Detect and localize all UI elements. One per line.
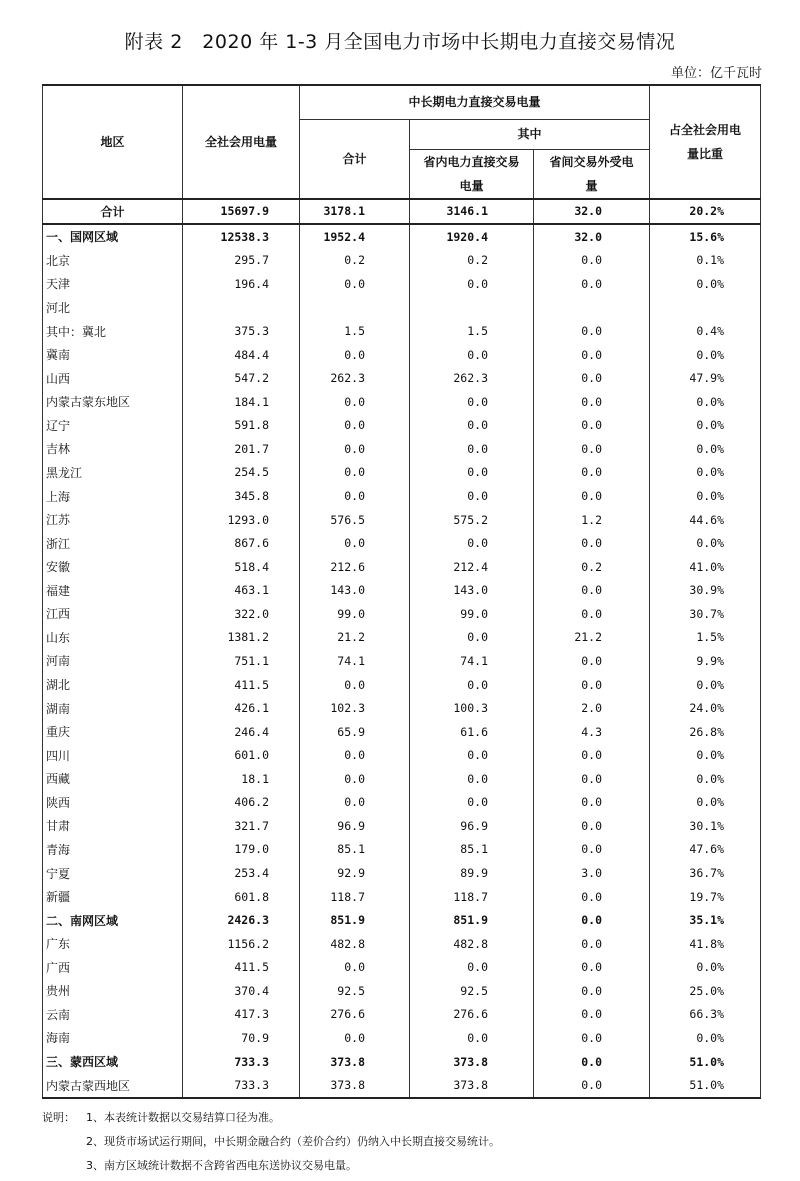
inter-cell: 4.3	[534, 720, 650, 744]
subtotal-cell: 373.8	[300, 1073, 410, 1098]
inter-cell: 2.0	[534, 696, 650, 720]
intra-cell: 61.6	[410, 720, 534, 744]
intra-cell: 0.0	[410, 414, 534, 438]
ratio-cell: 66.3%	[650, 1003, 761, 1027]
ratio-cell: 0.0%	[650, 791, 761, 815]
header-region: 地区	[43, 85, 183, 199]
inter-cell: 0.0	[534, 1050, 650, 1074]
total-use-cell: 1293.0	[183, 508, 300, 532]
ratio-cell: 0.0%	[650, 437, 761, 461]
header-ratio-text: 占全社会用电量比重	[669, 122, 742, 161]
ratio-cell: 35.1%	[650, 908, 761, 932]
region-cell: 河南	[43, 649, 183, 673]
table-row	[43, 1073, 761, 1098]
total-use-cell: 601.8	[183, 885, 300, 909]
header-ratio	[650, 85, 761, 199]
table-row	[43, 1050, 761, 1074]
ratio-cell: 0.0%	[650, 343, 761, 367]
ratio-cell: 20.2%	[650, 199, 761, 225]
ratio-cell: 0.0%	[650, 531, 761, 555]
subtotal-cell: 85.1	[300, 838, 410, 862]
intra-cell: 92.5	[410, 979, 534, 1003]
intra-cell: 0.0	[410, 767, 534, 791]
region-cell: 冀南	[43, 343, 183, 367]
ratio-cell: 0.0%	[650, 767, 761, 791]
subtotal-cell: 118.7	[300, 885, 410, 909]
region-cell: 山东	[43, 626, 183, 650]
subtotal-cell: 262.3	[300, 366, 410, 390]
intra-cell: 1.5	[410, 319, 534, 343]
table-row	[43, 414, 761, 438]
region-cell: 天津	[43, 272, 183, 296]
ratio-cell: 47.6%	[650, 838, 761, 862]
data-table	[42, 84, 761, 1099]
table-row	[43, 249, 761, 273]
ratio-cell: 41.8%	[650, 932, 761, 956]
ratio-cell: 0.0%	[650, 743, 761, 767]
table-row	[43, 343, 761, 367]
subtotal-cell: 0.0	[300, 531, 410, 555]
region-cell: 福建	[43, 579, 183, 603]
total-use-cell: 70.9	[183, 1026, 300, 1050]
ratio-cell	[650, 296, 761, 320]
header-mid-long: 中长期电力直接交易电量	[300, 85, 650, 119]
table-row	[43, 366, 761, 390]
region-cell: 湖北	[43, 673, 183, 697]
table-row	[43, 908, 761, 932]
intra-cell: 851.9	[410, 908, 534, 932]
total-use-cell: 2426.3	[183, 908, 300, 932]
table-row	[43, 602, 761, 626]
ratio-cell: 0.1%	[650, 249, 761, 273]
subtotal-cell: 0.0	[300, 791, 410, 815]
note-item: 1、本表统计数据以交易结算口径为准。	[86, 1111, 280, 1124]
inter-cell: 32.0	[534, 224, 650, 249]
header-inter	[534, 149, 650, 199]
ratio-cell: 0.0%	[650, 956, 761, 980]
subtotal-cell: 576.5	[300, 508, 410, 532]
total-use-cell: 411.5	[183, 956, 300, 980]
total-use-cell: 417.3	[183, 1003, 300, 1027]
subtotal-cell: 0.0	[300, 743, 410, 767]
page-title: 附表 2 2020 年 1-3 月全国电力市场中长期电力直接交易情况	[124, 31, 676, 53]
header-total-use: 全社会用电量	[183, 85, 300, 199]
intra-cell: 0.0	[410, 461, 534, 485]
subtotal-cell: 102.3	[300, 696, 410, 720]
ratio-cell: 24.0%	[650, 696, 761, 720]
inter-cell	[534, 296, 650, 320]
region-cell: 江苏	[43, 508, 183, 532]
inter-cell: 0.0	[534, 743, 650, 767]
subtotal-cell: 0.0	[300, 956, 410, 980]
intra-cell: 575.2	[410, 508, 534, 532]
inter-cell: 0.0	[534, 531, 650, 555]
note-row	[42, 1106, 500, 1130]
inter-cell: 0.0	[534, 414, 650, 438]
total-use-cell: 867.6	[183, 531, 300, 555]
table-row	[43, 272, 761, 296]
inter-cell: 0.0	[534, 932, 650, 956]
total-use-cell: 591.8	[183, 414, 300, 438]
intra-cell: 96.9	[410, 814, 534, 838]
region-cell: 安徽	[43, 555, 183, 579]
ratio-cell: 9.9%	[650, 649, 761, 673]
table-row	[43, 932, 761, 956]
region-cell: 西藏	[43, 767, 183, 791]
notes-label: 说明：	[42, 1111, 75, 1124]
total-use-cell: 426.1	[183, 696, 300, 720]
intra-cell: 100.3	[410, 696, 534, 720]
region-cell: 甘肃	[43, 814, 183, 838]
intra-cell: 0.0	[410, 1026, 534, 1050]
total-use-cell: 1156.2	[183, 932, 300, 956]
subtotal-cell: 0.0	[300, 390, 410, 414]
subtotal-cell: 99.0	[300, 602, 410, 626]
ratio-cell: 0.4%	[650, 319, 761, 343]
table-row	[43, 508, 761, 532]
total-use-cell: 463.1	[183, 579, 300, 603]
header-intra	[410, 149, 534, 199]
table-row	[43, 885, 761, 909]
region-cell: 黑龙江	[43, 461, 183, 485]
ratio-cell: 0.0%	[650, 414, 761, 438]
intra-cell	[410, 296, 534, 320]
inter-cell: 0.0	[534, 1073, 650, 1098]
region-cell: 海南	[43, 1026, 183, 1050]
ratio-cell: 1.5%	[650, 626, 761, 650]
inter-cell: 0.0	[534, 579, 650, 603]
inter-cell: 0.0	[534, 673, 650, 697]
inter-cell: 0.0	[534, 908, 650, 932]
intra-cell: 0.0	[410, 484, 534, 508]
ratio-cell: 26.8%	[650, 720, 761, 744]
total-use-cell: 733.3	[183, 1050, 300, 1074]
inter-cell: 0.2	[534, 555, 650, 579]
unit-label: 单位：亿千瓦时	[670, 66, 762, 81]
region-cell: 三、蒙西区域	[43, 1050, 183, 1074]
total-use-cell: 411.5	[183, 673, 300, 697]
table-row	[43, 838, 761, 862]
subtotal-cell: 0.0	[300, 1026, 410, 1050]
total-use-cell: 246.4	[183, 720, 300, 744]
inter-cell: 0.0	[534, 249, 650, 273]
region-cell: 上海	[43, 484, 183, 508]
inter-cell: 0.0	[534, 319, 650, 343]
note-item: 2、现货市场试运行期间，中长期金融合约（差价合约）仍纳入中长期直接交易统计。	[86, 1135, 500, 1148]
notes	[42, 1106, 500, 1178]
inter-cell: 0.0	[534, 767, 650, 791]
region-cell: 青海	[43, 838, 183, 862]
region-cell: 广东	[43, 932, 183, 956]
total-use-cell	[183, 296, 300, 320]
intra-cell: 373.8	[410, 1050, 534, 1074]
total-use-cell: 254.5	[183, 461, 300, 485]
subtotal-cell: 0.0	[300, 461, 410, 485]
inter-cell: 0.0	[534, 343, 650, 367]
region-cell: 山西	[43, 366, 183, 390]
subtotal-cell: 143.0	[300, 579, 410, 603]
intra-cell: 118.7	[410, 885, 534, 909]
subtotal-cell: 212.6	[300, 555, 410, 579]
table-row	[43, 861, 761, 885]
region-cell: 四川	[43, 743, 183, 767]
total-use-cell: 295.7	[183, 249, 300, 273]
subtotal-cell: 0.2	[300, 249, 410, 273]
subtotal-cell: 65.9	[300, 720, 410, 744]
inter-cell: 0.0	[534, 484, 650, 508]
ratio-cell: 44.6%	[650, 508, 761, 532]
inter-cell: 0.0	[534, 956, 650, 980]
region-cell: 新疆	[43, 885, 183, 909]
table-row	[43, 437, 761, 461]
region-cell: 重庆	[43, 720, 183, 744]
table-row	[43, 649, 761, 673]
ratio-cell: 30.1%	[650, 814, 761, 838]
table-row	[43, 673, 761, 697]
region-cell: 云南	[43, 1003, 183, 1027]
intra-cell: 373.8	[410, 1073, 534, 1098]
table-body	[43, 199, 761, 1098]
total-use-cell: 196.4	[183, 272, 300, 296]
ratio-cell: 0.0%	[650, 272, 761, 296]
inter-cell: 0.0	[534, 1003, 650, 1027]
ratio-cell: 30.7%	[650, 602, 761, 626]
total-use-cell: 201.7	[183, 437, 300, 461]
intra-cell: 85.1	[410, 838, 534, 862]
intra-cell: 0.0	[410, 437, 534, 461]
intra-cell: 0.0	[410, 791, 534, 815]
table-row	[43, 626, 761, 650]
inter-cell: 3.0	[534, 861, 650, 885]
header-of-which: 其中	[410, 119, 650, 149]
region-cell: 一、国网区域	[43, 224, 183, 249]
subtotal-cell: 92.5	[300, 979, 410, 1003]
total-use-cell: 321.7	[183, 814, 300, 838]
inter-cell: 32.0	[534, 199, 650, 225]
total-use-cell: 12538.3	[183, 224, 300, 249]
total-use-cell: 345.8	[183, 484, 300, 508]
table-row	[43, 484, 761, 508]
total-use-cell: 370.4	[183, 979, 300, 1003]
table-row	[43, 720, 761, 744]
total-use-cell: 751.1	[183, 649, 300, 673]
table-row	[43, 979, 761, 1003]
table-row	[43, 1003, 761, 1027]
inter-cell: 21.2	[534, 626, 650, 650]
subtotal-cell: 0.0	[300, 343, 410, 367]
table-row	[43, 199, 761, 225]
subtotal-cell: 1.5	[300, 319, 410, 343]
total-use-cell: 322.0	[183, 602, 300, 626]
inter-cell: 0.0	[534, 437, 650, 461]
total-use-cell: 375.3	[183, 319, 300, 343]
region-cell: 江西	[43, 602, 183, 626]
total-use-cell: 601.0	[183, 743, 300, 767]
ratio-cell: 41.0%	[650, 555, 761, 579]
ratio-cell: 19.7%	[650, 885, 761, 909]
ratio-cell: 36.7%	[650, 861, 761, 885]
ratio-cell: 15.6%	[650, 224, 761, 249]
table-row	[43, 814, 761, 838]
intra-cell: 0.2	[410, 249, 534, 273]
table-row	[43, 767, 761, 791]
region-cell: 合计	[43, 199, 183, 225]
inter-cell: 0.0	[534, 390, 650, 414]
ratio-cell: 0.0%	[650, 390, 761, 414]
total-use-cell: 179.0	[183, 838, 300, 862]
inter-cell: 0.0	[534, 1026, 650, 1050]
table-row	[43, 390, 761, 414]
table-row	[43, 531, 761, 555]
region-cell: 贵州	[43, 979, 183, 1003]
header-subtotal: 合计	[300, 119, 410, 199]
inter-cell: 1.2	[534, 508, 650, 532]
table-row	[43, 555, 761, 579]
region-cell: 吉林	[43, 437, 183, 461]
table-row	[43, 319, 761, 343]
subtotal-cell: 0.0	[300, 767, 410, 791]
ratio-cell: 51.0%	[650, 1073, 761, 1098]
intra-cell: 0.0	[410, 272, 534, 296]
inter-cell: 0.0	[534, 602, 650, 626]
subtotal-cell: 0.0	[300, 272, 410, 296]
ratio-cell: 0.0%	[650, 484, 761, 508]
intra-cell: 212.4	[410, 555, 534, 579]
subtotal-cell: 276.6	[300, 1003, 410, 1027]
total-use-cell: 518.4	[183, 555, 300, 579]
table-row	[43, 696, 761, 720]
region-cell: 陕西	[43, 791, 183, 815]
region-cell: 内蒙古蒙西地区	[43, 1073, 183, 1098]
intra-cell: 99.0	[410, 602, 534, 626]
intra-cell: 0.0	[410, 956, 534, 980]
table-row	[43, 743, 761, 767]
intra-cell: 0.0	[410, 673, 534, 697]
ratio-cell: 47.9%	[650, 366, 761, 390]
subtotal-cell: 0.0	[300, 414, 410, 438]
inter-cell: 0.0	[534, 272, 650, 296]
table-row	[43, 1026, 761, 1050]
header-intra-text: 省内电力直接交易电量	[423, 154, 520, 193]
inter-cell: 0.0	[534, 461, 650, 485]
subtotal-cell: 21.2	[300, 626, 410, 650]
total-use-cell: 406.2	[183, 791, 300, 815]
header-inter-text: 省间交易外受电量	[549, 154, 634, 193]
inter-cell: 0.0	[534, 814, 650, 838]
note-item: 3、南方区域统计数据不含跨省西电东送协议交易电量。	[86, 1159, 357, 1172]
ratio-cell: 0.0%	[650, 1026, 761, 1050]
subtotal-cell: 0.0	[300, 484, 410, 508]
ratio-cell: 25.0%	[650, 979, 761, 1003]
subtotal-cell: 373.8	[300, 1050, 410, 1074]
table-row	[43, 461, 761, 485]
subtotal-cell: 74.1	[300, 649, 410, 673]
subtotal-cell: 92.9	[300, 861, 410, 885]
region-cell: 湖南	[43, 696, 183, 720]
table-row	[43, 791, 761, 815]
subtotal-cell	[300, 296, 410, 320]
region-cell: 浙江	[43, 531, 183, 555]
intra-cell: 0.0	[410, 626, 534, 650]
subtotal-cell: 0.0	[300, 673, 410, 697]
intra-cell: 0.0	[410, 743, 534, 767]
inter-cell: 0.0	[534, 649, 650, 673]
table-row	[43, 296, 761, 320]
subtotal-cell: 482.8	[300, 932, 410, 956]
total-use-cell: 15697.9	[183, 199, 300, 225]
intra-cell: 0.0	[410, 531, 534, 555]
intra-cell: 143.0	[410, 579, 534, 603]
region-cell: 广西	[43, 956, 183, 980]
region-cell: 其中：冀北	[43, 319, 183, 343]
region-cell: 北京	[43, 249, 183, 273]
inter-cell: 0.0	[534, 885, 650, 909]
inter-cell: 0.0	[534, 791, 650, 815]
intra-cell: 262.3	[410, 366, 534, 390]
subtotal-cell: 1952.4	[300, 224, 410, 249]
total-use-cell: 253.4	[183, 861, 300, 885]
region-cell: 河北	[43, 296, 183, 320]
intra-cell: 3146.1	[410, 199, 534, 225]
subtotal-cell: 3178.1	[300, 199, 410, 225]
total-use-cell: 547.2	[183, 366, 300, 390]
inter-cell: 0.0	[534, 366, 650, 390]
total-use-cell: 18.1	[183, 767, 300, 791]
intra-cell: 1920.4	[410, 224, 534, 249]
total-use-cell: 733.3	[183, 1073, 300, 1098]
subtotal-cell: 96.9	[300, 814, 410, 838]
intra-cell: 89.9	[410, 861, 534, 885]
region-cell: 宁夏	[43, 861, 183, 885]
ratio-cell: 30.9%	[650, 579, 761, 603]
total-use-cell: 184.1	[183, 390, 300, 414]
table-row	[43, 579, 761, 603]
subtotal-cell: 0.0	[300, 437, 410, 461]
total-use-cell: 484.4	[183, 343, 300, 367]
intra-cell: 276.6	[410, 1003, 534, 1027]
table-row	[43, 224, 761, 249]
ratio-cell: 0.0%	[650, 461, 761, 485]
intra-cell: 482.8	[410, 932, 534, 956]
region-cell: 辽宁	[43, 414, 183, 438]
intra-cell: 74.1	[410, 649, 534, 673]
intra-cell: 0.0	[410, 343, 534, 367]
inter-cell: 0.0	[534, 979, 650, 1003]
region-cell: 内蒙古蒙东地区	[43, 390, 183, 414]
intra-cell: 0.0	[410, 390, 534, 414]
inter-cell: 0.0	[534, 838, 650, 862]
table-row	[43, 956, 761, 980]
total-use-cell: 1381.2	[183, 626, 300, 650]
ratio-cell: 0.0%	[650, 673, 761, 697]
subtotal-cell: 851.9	[300, 908, 410, 932]
ratio-cell: 51.0%	[650, 1050, 761, 1074]
region-cell: 二、南网区域	[43, 908, 183, 932]
